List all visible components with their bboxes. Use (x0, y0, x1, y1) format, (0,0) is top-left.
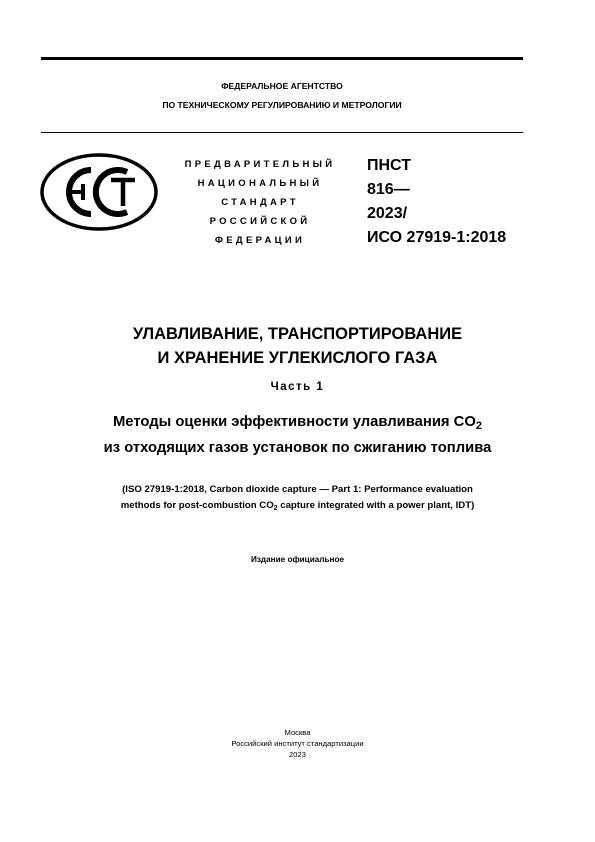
iso-reference (30, 482, 565, 517)
standard-type-line: СТАНДАРТ (221, 197, 299, 208)
document-subtitle (30, 411, 565, 459)
standard-number-line: ПНСТ (367, 157, 411, 174)
imprint-year: 2023 (289, 750, 306, 759)
imprint-city: Москва (284, 728, 311, 737)
edition-label: Издание официальное (250, 555, 345, 564)
title-line1: УЛАВЛИВАНИЕ, ТРАНСПОРТИРОВАНИЕ (132, 325, 463, 343)
document-title (30, 322, 565, 370)
agency-name-line1: ФЕДЕРАЛЬНОЕ АГЕНТСТВО (221, 81, 343, 91)
agency-name-line2: ПО ТЕХНИЧЕСКОМУ РЕГУЛИРОВАНИЮ И МЕТРОЛОГИИ (162, 100, 402, 110)
iso-line2-before: methods for post-combustion CO (120, 500, 274, 511)
subscript-2: 2 (273, 505, 278, 512)
iso-reference-line2 (30, 498, 565, 517)
iso-line2-after: capture integrated with a power plant, IDT) (277, 500, 475, 511)
imprint (30, 727, 565, 760)
standard-type-line: НАЦИОНАЛЬНЫЙ (197, 178, 323, 189)
standard-type-line: ПРЕДВАРИТЕЛЬНЫЙ (184, 159, 336, 170)
standard-number (367, 154, 506, 250)
iso-reference-line1: (ISO 27919-1:2018, Carbon dioxide capture — Part 1: Performance evaluation (122, 484, 473, 495)
subtitle-line1 (30, 411, 565, 437)
standard-type (170, 155, 350, 250)
subtitle-line2: из отходящих газов установок по сжиганию топлива (103, 440, 492, 456)
standard-number-line: 2023/ (367, 205, 408, 222)
imprint-publisher: Российский институт стандартизации (231, 739, 364, 748)
header-rule (41, 132, 523, 133)
standard-number-line: ИСО 27919-1:2018 (367, 229, 507, 246)
subtitle-line1-text: Методы оценки эффективности улавливания CO (112, 414, 476, 430)
standard-type-line: РОССИЙСКОЙ (209, 216, 311, 227)
standard-number-line: 816— (367, 181, 410, 198)
subscript-2: 2 (475, 420, 482, 432)
part-number: Часть 1 (270, 381, 325, 393)
gost-r-emblem-icon (39, 152, 159, 232)
title-line2: И ХРАНЕНИЕ УГЛЕКИСЛОГО ГАЗА (157, 349, 438, 367)
standard-type-line: ФЕДЕРАЦИИ (214, 235, 306, 246)
top-rule (41, 57, 523, 60)
